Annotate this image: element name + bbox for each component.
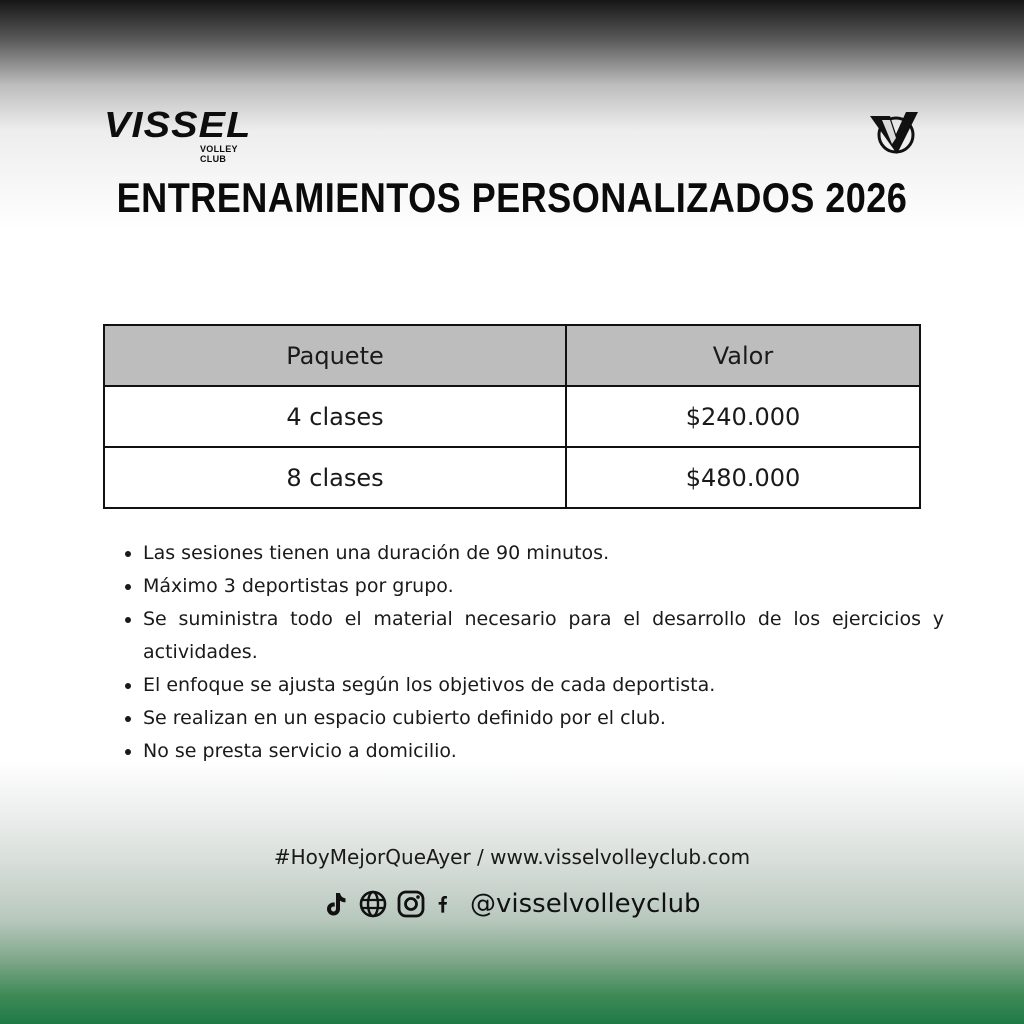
notes-list [120, 537, 944, 768]
globe-icon[interactable] [358, 889, 388, 919]
footer-tagline: #HoyMejorQueAyer / www.visselvolleyclub.com [273, 845, 751, 869]
value-cell: $240.000 [566, 386, 920, 447]
list-item: • Máximo 3 deportistas por grupo. [143, 570, 944, 603]
column-header-package: Paquete [104, 325, 566, 386]
social-handle: @visselvolleyclub [470, 889, 701, 919]
facebook-icon[interactable] [434, 889, 454, 919]
list-item: • Se suministra todo el material necesario para el desarrollo de los ejercicios y actividades. [143, 603, 944, 669]
list-item: • Se realizan en un espacio cubierto definido por el club. [143, 702, 944, 735]
table-header-row [104, 325, 920, 386]
list-item: • Las sesiones tienen una duración de 90 minutos. [143, 537, 944, 570]
list-item: • El enfoque se ajusta según los objetivos de cada deportista. [143, 669, 944, 702]
value-cell: $480.000 [566, 447, 920, 508]
table-row [104, 447, 920, 508]
column-header-value: Valor [566, 325, 920, 386]
instagram-icon[interactable] [396, 889, 426, 919]
page-title: ENTRENAMIENTOS PERSONALIZADOS 2026 [116, 174, 908, 221]
vissel-logo [104, 104, 264, 164]
price-table [103, 324, 921, 509]
tiktok-icon[interactable] [320, 889, 350, 919]
table-row [104, 386, 920, 447]
logo-tagline: VOLLEY CLUB [200, 144, 238, 164]
package-cell: 8 clases [104, 447, 566, 508]
logo-wordmark: VISSEL [104, 104, 252, 145]
social-row [320, 884, 701, 924]
club-emblem-icon [866, 110, 924, 158]
package-cell: 4 clases [104, 386, 566, 447]
list-item: • No se presta servicio a domicilio. [143, 735, 944, 768]
